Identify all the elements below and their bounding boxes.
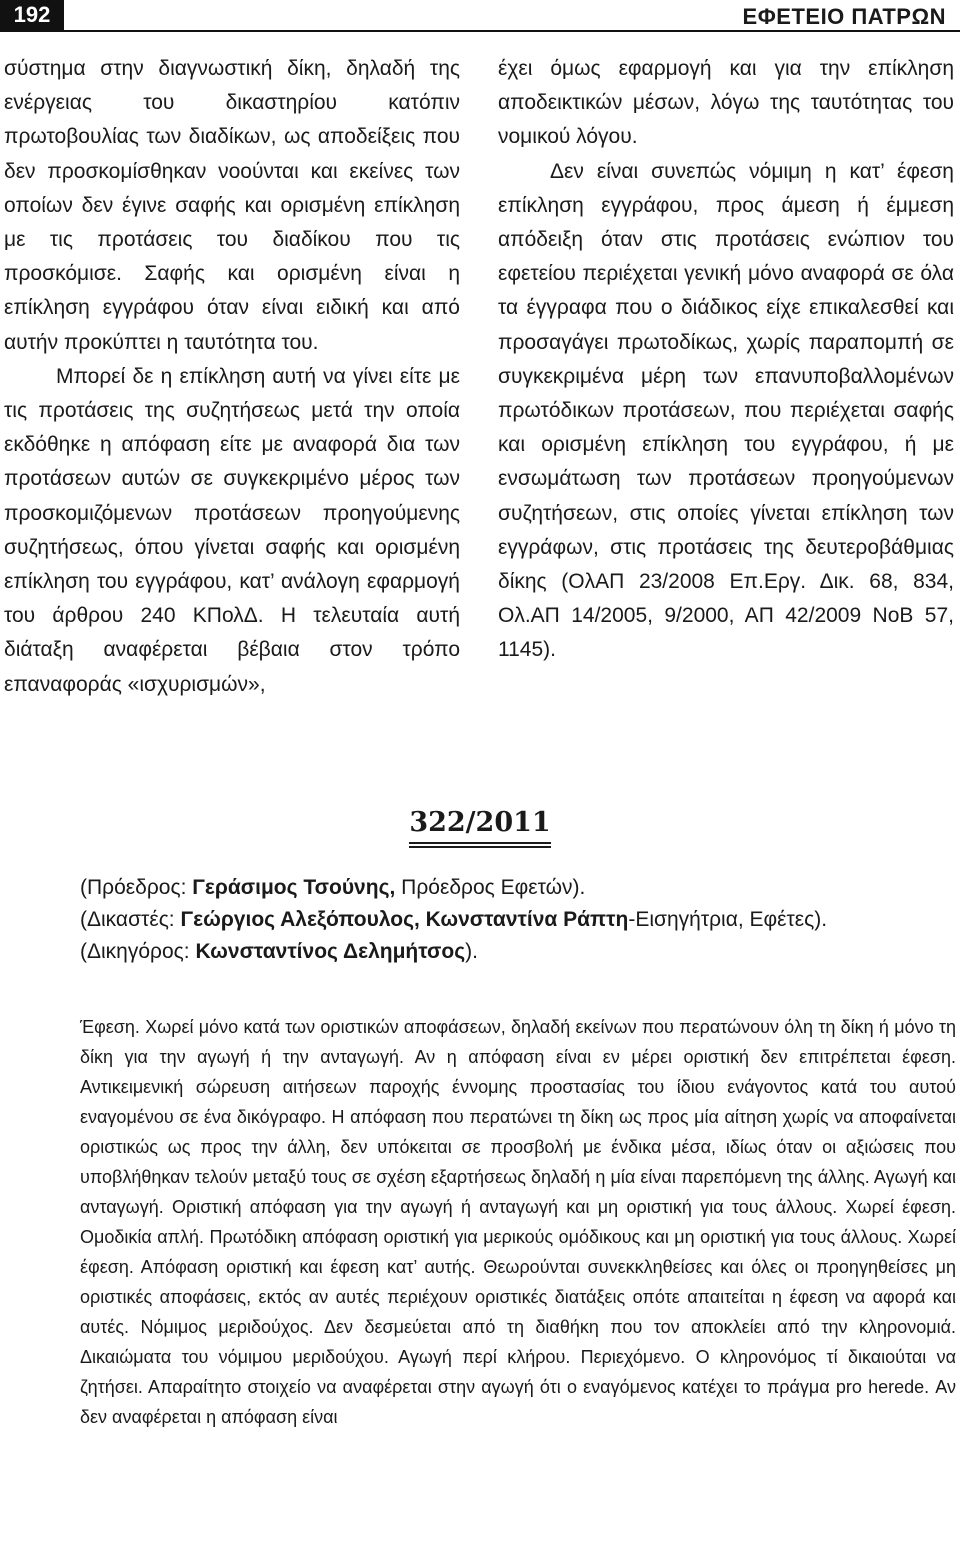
judges-names: Γεώργιος Αλεξόπουλος, Κωνσταντίνα Ράπτη (180, 908, 629, 931)
case-number-heading (0, 806, 960, 844)
right-column (498, 52, 954, 668)
right-paragraph-2: Δεν είναι συνεπώς νόμιμη η κατ’ έφεση επίκληση εγγράφου, προς άμεση ή έμμεση απόδειξη όταν στις προτάσεις ενώπιον του εφετείου περιέχεται γενική μόνο αναφορά σε όλα τα έγγραφα που ο διάδικος είχε επικαλεσθεί και προσαγάγει πρωτοδίκως, χωρίς παραπομπή σε συγκεκριμένα μέρη των επανυποβαλλομένων πρωτόδικων προτάσεων, που περιέχεται σαφής και ορισμένη επίκληση του εγγράφου, ή με ενσωμάτωση των προτάσεων προηγούμενων συζητήσεων, στις οποίες γίνεται επίκληση των εγγράφων, στις προτάσεις της δευτεροβάθμιας δίκης (ΟλΑΠ 23/2008 Επ.Εργ. Δικ. 68, 834, Ολ.ΑΠ 14/2005, 9/2000, ΑΠ 42/2009 ΝοΒ 57, 1145). (498, 159, 954, 662)
right-paragraph-1: έχει όμως εφαρμογή και για την επίκληση αποδεικτικών μέσων, λόγω της ταυτότητας του νομικού λόγου. (498, 57, 954, 149)
president-line (80, 872, 956, 904)
lawyer-name: Κωνσταντίνος Δελημήτσος (195, 940, 466, 963)
lawyer-suffix: ). (465, 940, 478, 963)
president-prefix: (Πρόεδρος: (80, 876, 193, 899)
president-suffix: Πρόεδρος Εφετών). (395, 876, 586, 899)
case-number: 322/2011 (409, 806, 550, 844)
lawyer-line (80, 936, 956, 968)
judges-suffix: -Εισηγήτρια, Εφέτες). (628, 908, 828, 931)
case-summary: Έφεση. Χωρεί μόνο κατά των οριστικών αποφάσεων, δηλαδή εκείνων που περατώνουν όλη τη δίκη ή μόνο τη δίκη για την αγωγή ή την ανταγωγή. Αν η απόφαση είναι εν μέρει οριστική δεν επιτρέπεται έφεση. Αντικειμενική σώρευση αιτήσεων παροχής έννομης προστασίας του ίδιου ενάγοντος κατά του αυτού εναγομένου σε ένα δικόγραφο. Η απόφαση που περατώνει τη δίκη ως προς μία αίτηση χωρίς να αποφαίνεται οριστικώς ως προς την άλλη, δεν υπόκειται σε προσβολή με ένδικα μέσα, ιδίως όταν οι αξιώσεις που υποβλήθηκαν τελούν μεταξύ τους σε σχέση εξαρτήσεως δηλαδή η μία είναι παρεπόμενη της άλλης. Αγωγή και ανταγωγή. Οριστική απόφαση για την αγωγή ή ανταγωγή και μη οριστική για τους άλλους. Χωρεί έφεση. Ομοδικία απλή. Πρωτόδικη απόφαση οριστική για μερικούς ομόδικους και μη οριστική για τους άλλους. Χωρεί έφεση. Απόφαση οριστική και έφεση κατ’ αυτής. Θεωρούνται συνεκκληθείσες και όλες οι προηγηθείσες μη οριστικές αποφάσεις, εκτός αν αυτές περιέχουν οριστικές διατάξεις οπότε απαιτείται η έφεση να αφορά και αυτές. Νόμιμος μεριδούχος. Δεν δεσμεύεται από τη διαθήκη που τον αποκλείει από την κληρονομιά. Δικαιώματα του νόμιμου μεριδούχου. Αγωγή περί κλήρου. Περιεχόμενο. Ο κληρονόμος τί δικαιούται να ζητήσει. Απαραίτητο στοιχείο να αναφέρεται στην αγωγή ότι ο εναγόμενος κατέχει το πράγμα pro herede. Αν δεν αναφέρεται η απόφαση είναι (80, 1017, 956, 1427)
page-number: 192 (0, 0, 64, 30)
page-header (0, 0, 960, 36)
left-paragraph-2: Μπορεί δε η επίκληση αυτή να γίνει είτε με τις προτάσεις της συζητήσεως μετά την οποία εκδόθηκε η απόφαση είτε με αναφορά δια των προτάσεων αυτών σε συγκεκριμένο μέρος των προσκομιζόμενων προτάσεων προηγούμενης συζητήσεως, όπου γίνεται σαφής και ορισμένη επίκληση του εγγράφου, κατ’ ανάλογη εφαρμογή του άρθρου 240 ΚΠολΔ. Η τελευταία αυτή διάταξη αναφέρεται βέβαια στον τρόπο επαναφοράς «ισχυρισμών», (4, 364, 460, 696)
left-column (4, 52, 460, 702)
court-participants (80, 872, 956, 968)
president-name: Γεράσιμος Τσούνης, (192, 876, 396, 899)
judges-prefix: (Δικαστές: (80, 908, 181, 931)
header-rule (0, 30, 960, 32)
left-paragraph-1: σύστημα στην διαγνωστική δίκη, δηλαδή της ενέργειας του δικαστηρίου κατόπιν πρωτοβουλίας των διαδίκων, ως αποδείξεις που δεν προσκομίσθηκαν νοούνται και εκείνες των οποίων δεν έγινε σαφής και ορισμένη επίκληση με τις προτάσεις του διαδίκου που τις προσκόμισε. Σαφής και ορισμένη είναι η επίκληση εγγράφου όταν είναι ειδική και από αυτήν προκύπτει η ταυτότητα του. (4, 57, 460, 354)
lawyer-prefix: (Δικηγόρος: (80, 940, 196, 963)
journal-title: ΕΦΕΤΕΙΟ ΠΑΤΡΩΝ (742, 4, 946, 29)
judges-line (80, 904, 956, 936)
